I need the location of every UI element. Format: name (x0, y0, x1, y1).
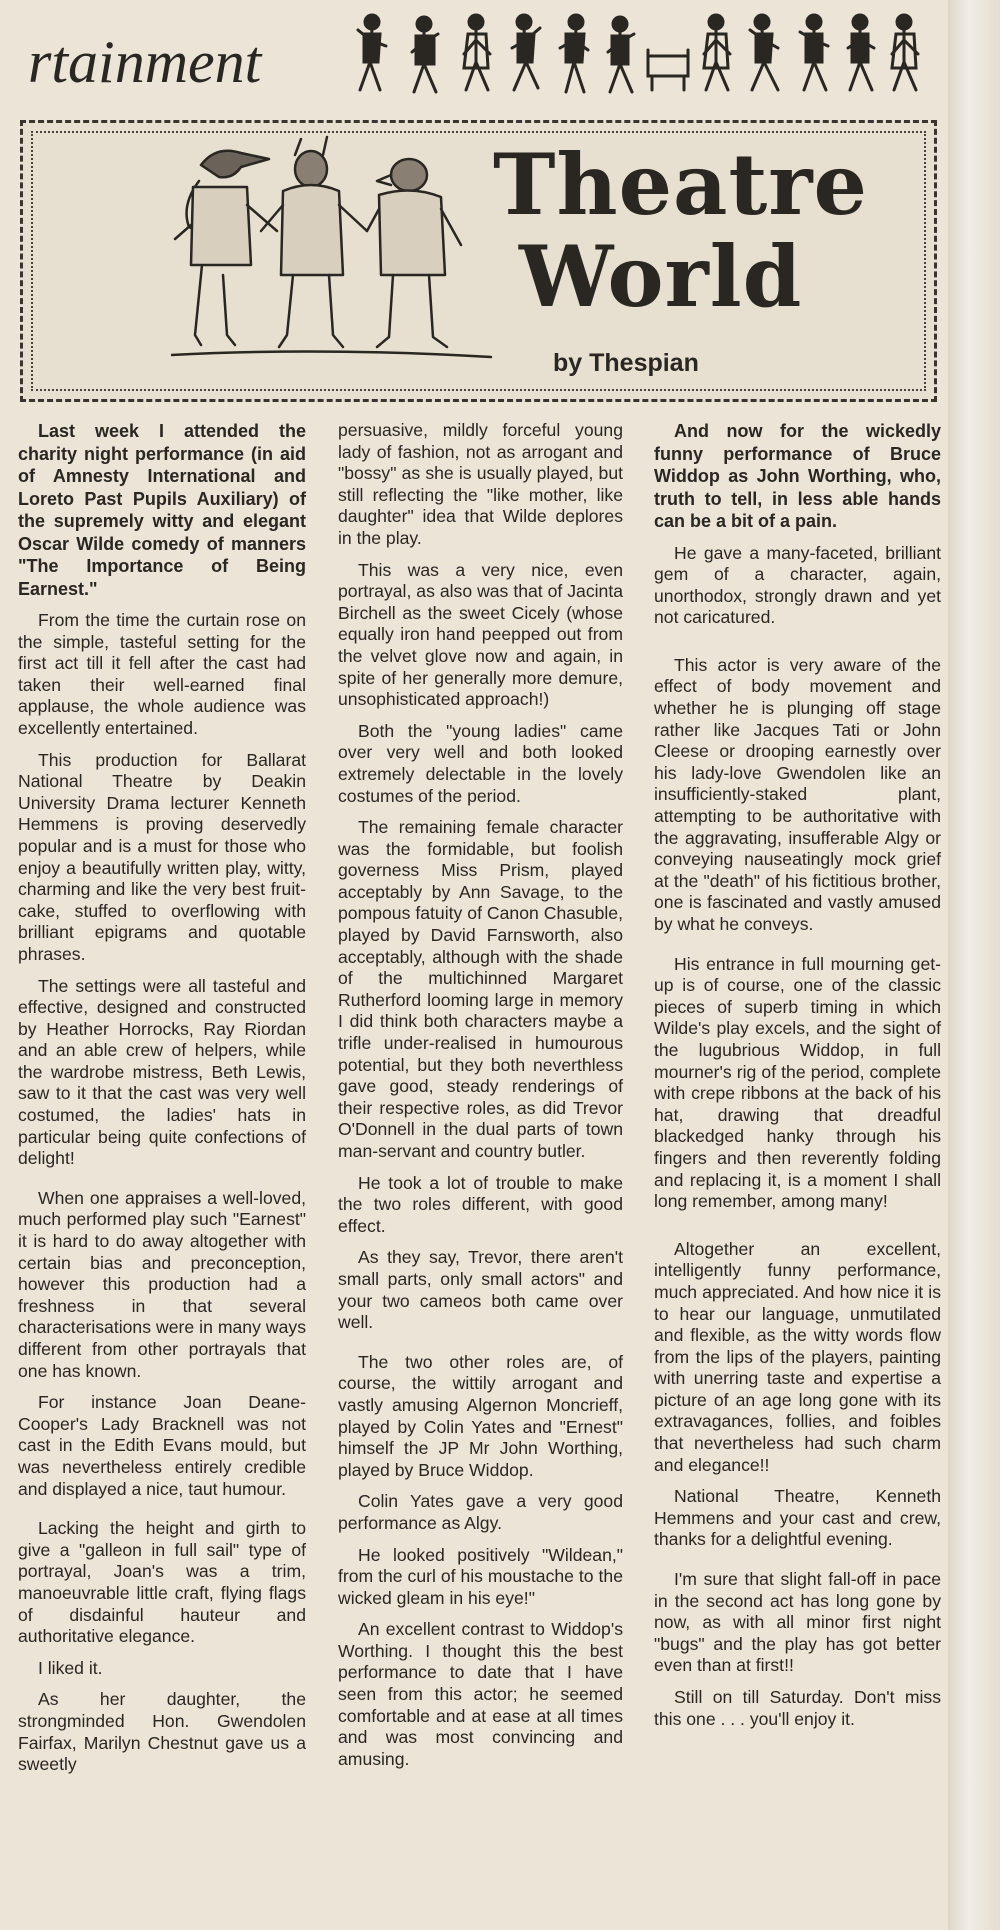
article-paragraph: Lacking the height and girth to give a "galleon in full sail" type of portrayal, Joan's was a trim, manoeuvrable little craft, flying flags of disdainful hauteur and authoritative elegance. (18, 1518, 306, 1647)
article-paragraph: Altogether an excellent, intelligently funny performance, much appreciated. And how nice it is to hear our language, unmutilated and flexible, as the witty words flow from the lips of the players, painting with unerring taste and expertise a picture of an age long gone with its extravagances, follies, and foibles that nevertheless had such charm and elegance!! (654, 1238, 941, 1475)
article-paragraph: This actor is very aware of the effect of body movement and whether he is plunging off stage rather like Jacques Tati or John Cleese or drooping earnestly over his lady-love Gwendolen like an insufficiently-staked plant, attempting to be authoritative with the aggravating, insufferable Algy or conveying nauseatingly mock grief at the "death" of his fictitious brother, one is fascinated and vastly amused by what he conveys. (654, 654, 941, 934)
article-paragraph: For instance Joan Deane-Cooper's Lady Bracknell was not cast in the Edith Evans mould, but was nevertheless entirely credible and displayed a nice, taut humour. (18, 1392, 306, 1499)
article-paragraph: National Theatre, Kenneth Hemmens and your cast and crew, thanks for a delightful evening. (654, 1486, 941, 1550)
title-line-1: Theatre (493, 135, 868, 234)
column-masthead (20, 120, 937, 402)
subhead-paragraph: And now for the wickedly funny performance of Bruce Widdop as John Worthing, who, truth to tell, in less able hands can be a bit of a pain. (654, 421, 941, 531)
byline: by Thespian (553, 349, 699, 377)
article-paragraph: As they say, Trevor, there aren't small parts, only small actors" and your two cameos both came over well. (338, 1247, 623, 1333)
article-column-2 (338, 420, 623, 1780)
article-paragraph: This was a very nice, even portrayal, as also was that of Jacinta Birchell as the sweet Cicely (whose equally iron hand peepped out from the velvet glove now and again, in spite of her generally more demure, unsophisticated approach!) (338, 559, 623, 710)
page-edge-background (948, 0, 1000, 1930)
article-paragraph: The remaining female character was the formidable, but foolish governess Miss Prism, played acceptably by Ann Savage, to the pompous fatuity of Canon Chasuble, played by David Farnsworth, also acceptably, although with the shade of the multichinned Margaret Rutherford looming large in memory I did think both characters maybe a trifle under-realised in humourous potential, but they both neverthless gave good, steady renderings of their respective roles, as did Trevor O'Donnell in the dual parts of town man-servant and country butler. (338, 817, 623, 1161)
section-title: rtainment (28, 29, 262, 95)
section-header (0, 0, 948, 108)
article-paragraph: Both the "young ladies" came over very well and both looked extremely delectable in the lovely costumes of the period. (338, 720, 623, 806)
article-paragraph: This production for Ballarat National Theatre by Deakin University Drama lecturer Kenneth Hemmens is proving deservedly popular and is a must for those who enjoy a beautifully written play, witty, charming and like the very best fruit-cake, stuffed to overflowing with brilliant epigrams and quotable phrases. (18, 749, 306, 964)
article-paragraph: When one appraises a well-loved, much performed play such "Earnest" it is hard to do away altogether with certain bias and preconception, however this production had a freshness in that several characterisations were in many ways different from other portrayals that one has known. (18, 1187, 306, 1381)
article-paragraph: From the time the curtain rose on the simple, tasteful setting for the first act till it fell after the cast had taken their well-earned final applause, the whole audience was excellently entertained. (18, 610, 306, 738)
article-paragraph: The two other roles are, of course, the wittily arrogant and vastly amusing Algernon Moncrieff, played by Colin Yates and "Ernest" himself the JP Mr John Worthing, played by Bruce Widdop. (338, 1351, 623, 1480)
dancing-figures-illustration (350, 6, 940, 96)
costumed-actors-illustration (171, 135, 501, 375)
article-paragraph: He took a lot of trouble to make the two roles different, with good effect. (338, 1172, 623, 1236)
article-paragraph: He gave a many-faceted, brilliant gem of a character, again, unorthodox, strongly drawn and yet not caricatured. (654, 542, 941, 628)
article-paragraph: I'm sure that slight fall-off in pace in the second act has long gone by now, as with all minor first night "bugs" and the play has got better even than at first!! (654, 1569, 941, 1676)
article-column-1 (18, 420, 306, 1786)
article-paragraph: persuasive, mildly forceful young lady of fashion, not as arrogant and "bossy" as she is usually played, but still reflecting the "like mother, like daughter" idea that Wilde deplores in the play. (338, 420, 623, 548)
article-paragraph: He looked positively "Wildean," from the curl of his moustache to the wicked gleam in his eye!" (338, 1544, 623, 1608)
article-paragraph: The settings were all tasteful and effective, designed and constructed by Heather Horrocks, Ray Riordan and an able crew of helpers, while the wardrobe mistress, Beth Lewis, saw to it that the cast was very well costumed, the ladies' hats in particular being quite confections of delight! (18, 975, 306, 1169)
article-paragraph: An excellent contrast to Widdop's Worthing. I thought this the best performance to date that I have seen from this actor; he seemed comfortable and at ease at all times and was most convincing and amusing. (338, 1619, 623, 1769)
article-paragraph: Colin Yates gave a very good performance as Algy. (338, 1491, 623, 1533)
title-line-2: World (519, 227, 803, 326)
article-paragraph: As her daughter, the strongminded Hon. Gwendolen Fairfax, Marilyn Chestnut gave us a sweetly (18, 1689, 306, 1775)
lead-paragraph: Last week I attended the charity night performance (in aid of Amnesty International and Loreto Past Pupils Auxiliary) of the supremely witty and elegant Oscar Wilde comedy of manners "The Importance of Being Earnest." (18, 421, 306, 599)
masthead-title (493, 135, 893, 326)
article-paragraph: Still on till Saturday. Don't miss this one . . . you'll enjoy it. (654, 1687, 941, 1729)
article-paragraph: His entrance in full mourning get-up is of course, one of the classic pieces of superb timing in which Wilde's play excels, and the sight of the lugubrious Widdop, in full mourner's rig of the period, complete with crepe ribbons at the back of his hat, drawing that dreadful blackedged hanky through his fingers and then reverently folding and replacing it, is a moment I shall long remember, among many! (654, 953, 941, 1212)
article-column-3 (654, 420, 941, 1740)
article-paragraph: I liked it. (38, 1657, 103, 1678)
